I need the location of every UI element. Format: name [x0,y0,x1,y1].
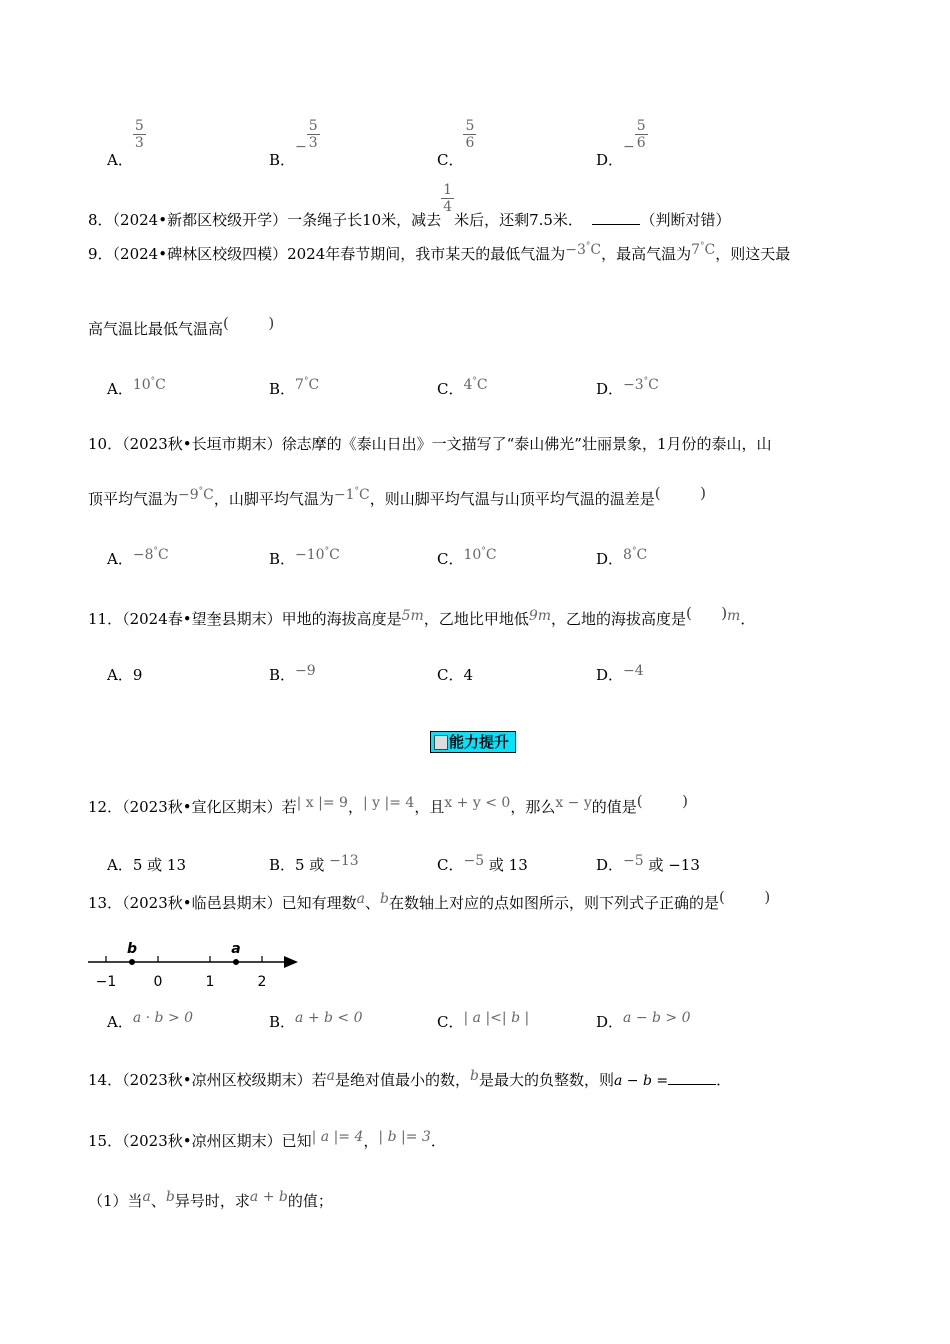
q11-option-d[interactable]: D．−4 [596,663,644,684]
question-10-line1: 10．（2023秋•长垣市期末）徐志摩的《泰山日出》一文描写了“泰山佛光”壮丽景象，1月份的泰山，山 [88,435,772,453]
q13-option-a[interactable]: A．a · b > 0 [107,1010,194,1031]
q13-option-d[interactable]: D．a − b > 0 [596,1010,691,1031]
q12-answer-paren[interactable]: ( ) [636,792,689,810]
number-line-tick-label: −1 [95,974,117,990]
q7-option-c[interactable]: C． $\frac{5}{6}$ [437,118,475,169]
q9-low-temp: −3°C [565,241,602,258]
number-line-point-a [233,959,239,965]
q9-option-a[interactable]: A．10°C [107,376,166,398]
q10-option-b[interactable]: B．−10°C [269,546,340,568]
number-line-point-b [129,959,135,965]
banner-box-icon [434,735,448,750]
q9-answer-paren[interactable]: ( ) [223,314,275,332]
number-line-tick-label: 0 [153,974,163,990]
question-14: 14．（2023秋•凉州区校级期末）若a是绝对值最小的数，b是最大的负整数，则a − b = ． [88,1068,732,1089]
question-13: 13．（2023秋•临邑县期末）已知有理数a、b在数轴上对应的点如图所示，则下列式子正确的是( ) [88,888,771,912]
q14-answer-blank[interactable] [668,1070,716,1085]
question-12: 12．（2023秋•宣化区期末）若| x |= 9，| y |= 4，且x + y < 0，那么x − y的值是( ) [88,792,689,816]
number-line-arrow [284,956,298,968]
q7-option-b[interactable]: B．− $\frac{5}{3}$ [269,118,318,169]
q9-option-c[interactable]: C．4°C [437,376,488,398]
question-9-line1: 9．（2024•碑林区校级四模）2024年春节期间，我市某天的最低气温为−3°C，最高气温为7°C，则这天最 [88,241,791,263]
q13-option-c[interactable]: C．| a |<| b | [437,1010,530,1031]
question-15: 15．（2023秋•凉州区期末）已知| a |= 4，| b |= 3． [88,1129,446,1150]
q9-option-d[interactable]: D．−3°C [596,376,659,398]
q10-top-temp: −9°C [178,486,214,503]
q8-answer-blank[interactable] [592,210,640,225]
section-title: 能力提升 [449,733,510,751]
q12-option-b[interactable]: B．5 或 −13 [269,853,359,874]
q11-option-a[interactable]: A．9 [107,666,143,684]
q7-b-fraction: $\frac{5}{3}$ [308,118,318,151]
question-10-line2: 顶平均气温为−9°C，山脚平均气温为−1°C，则山脚平均气温与山顶平均气温的温差是( ) [88,484,707,508]
q10-foot-temp: −1°C [333,486,370,503]
q12-option-d[interactable]: D．−5 或 −13 [596,853,700,874]
q7-c-fraction: $\frac{5}{6}$ [465,118,475,151]
q10-option-a[interactable]: A．−8°C [107,546,169,568]
q13-option-b[interactable]: B．a + b < 0 [269,1010,363,1031]
question-9-line2: 高气温比最低气温高( ) [88,314,275,338]
section-banner [430,731,516,753]
q7-d-fraction: $\frac{5}{6}$ [636,118,646,151]
question-15-part-1: （1）当a、b异号时，求a + b的值； [88,1189,333,1210]
q10-option-c[interactable]: C．10°C [437,546,497,568]
q7-option-a[interactable]: A． $\frac{5}{3}$ [107,118,144,169]
question-8: 8．（2024•新都区校级开学）一条绳子长10米，减去 $\frac{1}{4}$ 米后，还剩7.5米． （判断对错） [88,182,731,229]
q9-high-temp: 7°C [691,241,716,258]
q9-option-b[interactable]: B．7°C [269,376,320,398]
number-line-point-label-b: b [126,941,138,957]
q10-option-d[interactable]: D．8°C [596,546,648,568]
q12-option-a[interactable]: A．5 或 13 [107,856,187,874]
number-line-point-label-a: a [231,941,241,957]
q7-option-d[interactable]: D．− $\frac{5}{6}$ [596,118,646,169]
q10-answer-paren[interactable]: ( ) [654,484,707,502]
q11-option-c[interactable]: C．4 [437,666,474,684]
q8-fraction: $\frac{1}{4}$ [443,182,453,215]
q7-a-fraction: $\frac{5}{3}$ [134,118,144,151]
q11-answer-paren[interactable]: ( ) [686,604,728,622]
q13-answer-paren[interactable]: ( ) [718,888,771,906]
number-line-tick-label: 2 [257,974,267,990]
q12-option-c[interactable]: C．−5 或 13 [437,853,528,874]
question-11: 11．（2024春•望奎县期末）甲地的海拔高度是5m，乙地比甲地低9m，乙地的海拔高度是( )m． [88,604,756,628]
number-line-diagram [80,940,310,992]
number-line-tick-label: 1 [205,974,215,990]
q11-option-b[interactable]: B．−9 [269,663,316,684]
